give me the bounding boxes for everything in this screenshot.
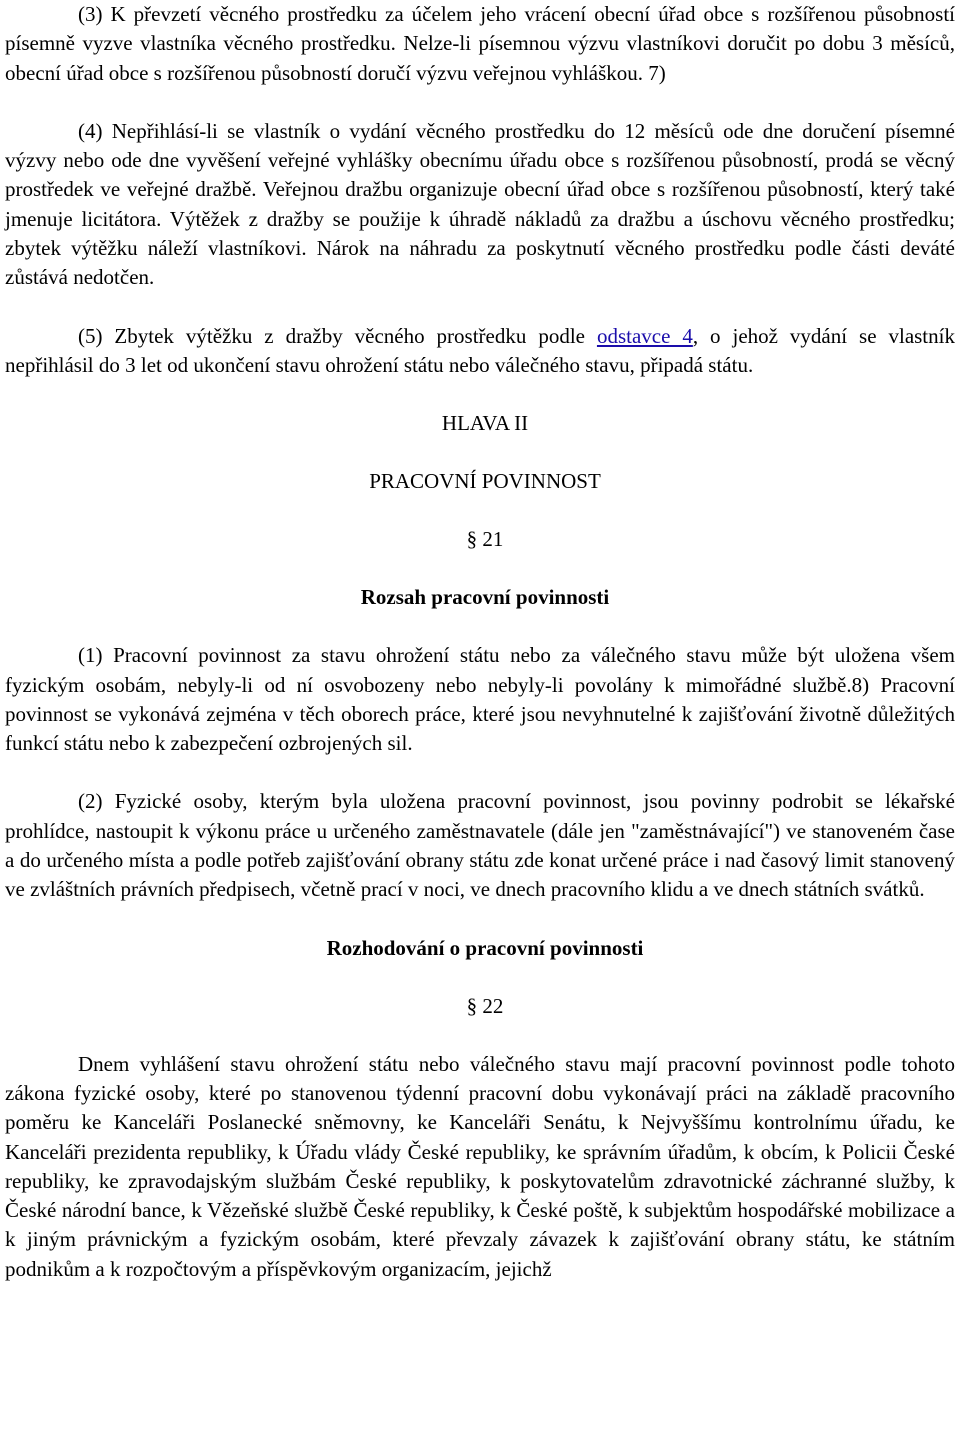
spacer xyxy=(5,88,955,117)
paragraph-21-1: (1) Pracovní povinnost za stavu ohrožení státu nebo za válečného stavu může být uložena všem fyzickým osobám, nebyly-li od ní osvobozeny nebo nebyly-li povolány k mimořádné službě.8) Pracovní povinnost se vykonává zejména v těch oborech práce, které jsou nevyhnutelné k zajišťování životně důležitých funkcí státu nebo k zabezpečení ozbrojených sil. xyxy=(5,643,955,756)
spacer xyxy=(5,380,955,409)
spacer xyxy=(5,1021,955,1050)
odstavce-4-link[interactable]: odstavce 4 xyxy=(596,323,693,348)
spacer xyxy=(5,293,955,322)
chapter-title: HLAVA II xyxy=(441,411,529,436)
spacer xyxy=(5,905,955,934)
paragraph-3: (3) K převzetí věcného prostředku za účelem jeho vrácení obecní úřad obce s rozšířenou působností písemně vyzve vlastníka věcného prostředku. Nelze-li písemnou výzvu vlastníkovi doručit po dobu 3 měsíců, obecní úřad obce s rozšířenou působností doručí výzvu veřejnou vyhláškou. 7) xyxy=(5,2,955,85)
paragraph-5 xyxy=(5,322,955,381)
spacer xyxy=(5,758,955,787)
spacer xyxy=(5,963,955,992)
paragraph-22: Dnem vyhlášení stavu ohrožení státu nebo válečného stavu mají pracovní povinnost podle tohoto zákona fyzické osoby, které po stanovenou týdenní pracovní dobu vykonávají práci na základě pracovního poměru ke Kanceláři Poslanecké sněmovny, ke Kanceláři Senátu, k Nejvyššímu kontrolnímu úřadu, ke Kanceláři prezidenta republiky, k Úřadu vlády České republiky, ke správním úřadům, k obcím, k Policii České republiky, ke zpravodajským službám České republiky, k poskytovatelům zdravotnické záchranné služby, k České národní bance, k Vězeňské službě České republiky, k České poště, k subjektům hospodářské mobilizace a k jiným právnickým a fyzickým osobám, které převzaly závazek k zajišťování obrany státu, ke státním podnikům a k rozpočtovým a příspěvkovým organizacím, jejichž xyxy=(5,1051,955,1281)
section-21-number: § 21 xyxy=(466,527,504,552)
section-22-group-title: Rozhodování o pracovní povinnosti xyxy=(326,935,644,960)
paragraph-5-text-start: (5) Zbytek výtěžku z dražby věcného prostředku podle xyxy=(78,323,597,348)
chapter-subtitle: PRACOVNÍ POVINNOST xyxy=(369,469,601,494)
spacer xyxy=(5,496,955,525)
paragraph-21-2: (2) Fyzické osoby, kterým byla uložena pracovní povinnost, jsou povinny podrobit se lékařské prohlídce, nastoupit k výkonu práce u určeného zaměstnavatele (dále jen "zaměstnávající") ve stanoveném čase a do určeného místa a podle potřeb zajišťování obrany státu zde konat určené práce i nad časový limit stanovený ve zvláštních právních předpisech, včetně prací v noci, ve dnech pracovního klidu a ve dnech státních svátků. xyxy=(5,789,955,902)
document-page xyxy=(5,0,955,1284)
section-21-title: Rozsah pracovní povinnosti xyxy=(360,585,610,610)
paragraph-5-text-end: , o jehož vydání se vlastník nepřihlásil do 3 let od ukončení stavu ohrožení státu nebo válečného stavu, připadá státu. xyxy=(5,323,955,377)
spacer xyxy=(5,612,955,641)
section-22-number: § 22 xyxy=(466,993,504,1018)
spacer xyxy=(5,554,955,583)
paragraph-4: (4) Nepřihlásí-li se vlastník o vydání věcného prostředku do 12 měsíců ode dne doručení písemné výzvy nebo ode dne vyvěšení veřejné vyhlášky obecnímu úřadu obce s rozšířenou působností, prodá se věcný prostředek ve veřejné dražbě. Veřejnou dražbu organizuje obecní úřad obce s rozšířenou působností, který také jmenuje licitátora. Výtěžek z dražby se použije k úhradě nákladů za dražbu a úschovu věcného prostředku; zbytek výtěžku náleží vlastníkovi. Nárok na náhradu za poskytnutí věcného prostředku podle části deváté zůstává nedotčen. xyxy=(5,118,955,290)
spacer xyxy=(5,438,955,467)
